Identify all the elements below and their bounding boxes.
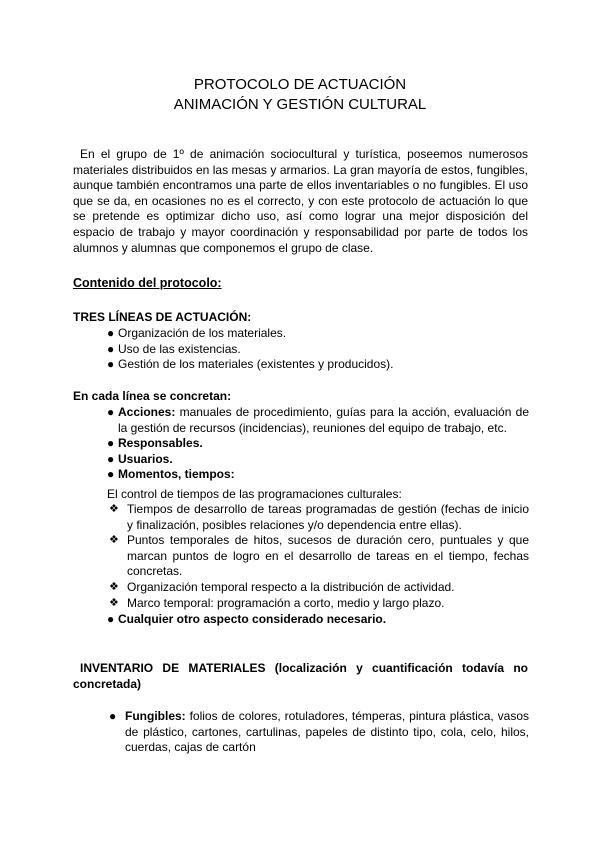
sub-item: ❖ Tiempos de desarrollo de tareas programadas de gestión (fechas de inicio y finalización, posibles relaciones y/o dependencia entre ellas). (109, 502, 529, 532)
diamond-bullet-icon: ❖ (109, 534, 119, 547)
list-item-usuarios: ● Usuarios. (107, 451, 173, 466)
title-line-1: PROTOCOLO DE ACTUACIÓN (193, 76, 407, 93)
bullet-icon: ● (107, 612, 115, 626)
bullet-icon: ● (107, 326, 115, 340)
control-text: El control de tiempos de las programaciones culturales: (107, 487, 402, 501)
list-item: ● Gestión de los materiales (existentes y producidos). (107, 357, 394, 372)
cada-linea-list (107, 405, 529, 483)
diamond-bullet-icon: ❖ (109, 596, 119, 609)
intro-paragraph: En el grupo de 1º de animación sociocultural y turística, poseemos numerosos materiales distribuidos en las mesas y armarios. La gran mayoría de estos, fungibles, aunque también encontramos una parte de ellos inventariables o no fungibles. El uso que se da, en ocasiones no es el correcto, y con este protocolo de actuación lo que se pretende es optimizar dicho uso, así como lograr una mejor disposición del espacio de trabajo y mayor coordinación y responsabilidad por parte de todos los alumnos y alumnas que componemos el grupo de clase. (73, 147, 528, 255)
bullet-icon: ● (107, 357, 115, 372)
fungibles-list (107, 709, 529, 756)
list-item-fungibles: ● Fungibles: folios de colores, rotuladores, témperas, pintura plástica, vasos de plástico, cartones, cartulinas, papeles de distinto tipo, cola, celo, hilos, cuerdas, cajas de cartón (109, 709, 529, 755)
list-item-cualquier: ● Cualquier otro aspecto considerado necesario. (107, 612, 387, 626)
list-item-momentos: ● Momentos, tiempos: (107, 467, 235, 482)
cada-linea-heading: En cada línea se concretan: (73, 389, 232, 403)
bullet-icon: ● (107, 451, 115, 466)
bullet-icon: ● (109, 709, 117, 723)
diamond-bullet-icon: ❖ (109, 580, 119, 593)
contenido-heading: Contenido del protocolo: (73, 276, 222, 290)
bullet-icon: ● (107, 467, 115, 482)
list-item-acciones: ● Acciones: manuales de procedimiento, guías para la acción, evaluación de la gestión de recursos (incidencias), reuniones del equipo de trabajo, etc. (107, 405, 529, 435)
list-item-responsables: ● Responsables. (107, 436, 203, 451)
cualquier-list (107, 612, 529, 628)
bullet-icon: ● (107, 405, 115, 419)
bullet-icon: ● (107, 436, 115, 451)
sub-item: ❖ Organización temporal respecto a la distribución de actividad. (109, 579, 455, 594)
title-line-2: ANIMACIÓN Y GESTIÓN CULTURAL (173, 96, 427, 113)
sub-item: ❖ Marco temporal: programación a corto, medio y largo plazo. (109, 595, 445, 610)
sub-item: ❖ Puntos temporales de hitos, sucesos de duración cero, puntuales y que marcan puntos de logro en el desarrollo de tareas en el tiempo, fechas concretas. (109, 533, 529, 579)
document-title (0, 75, 600, 115)
bullet-icon: ● (107, 341, 115, 356)
control-sublist (107, 502, 529, 611)
list-item: ● Organización de los materiales. (107, 326, 287, 340)
diamond-bullet-icon: ❖ (109, 503, 119, 515)
tres-lineas-list (107, 326, 537, 373)
tres-lineas-heading: TRES LÍNEAS DE ACTUACIÓN: (73, 310, 252, 324)
list-item: ● Uso de las existencias. (107, 341, 241, 356)
inventario-heading: INVENTARIO DE MATERIALES (localización y cuantificación todavía no concretada) (73, 661, 528, 691)
